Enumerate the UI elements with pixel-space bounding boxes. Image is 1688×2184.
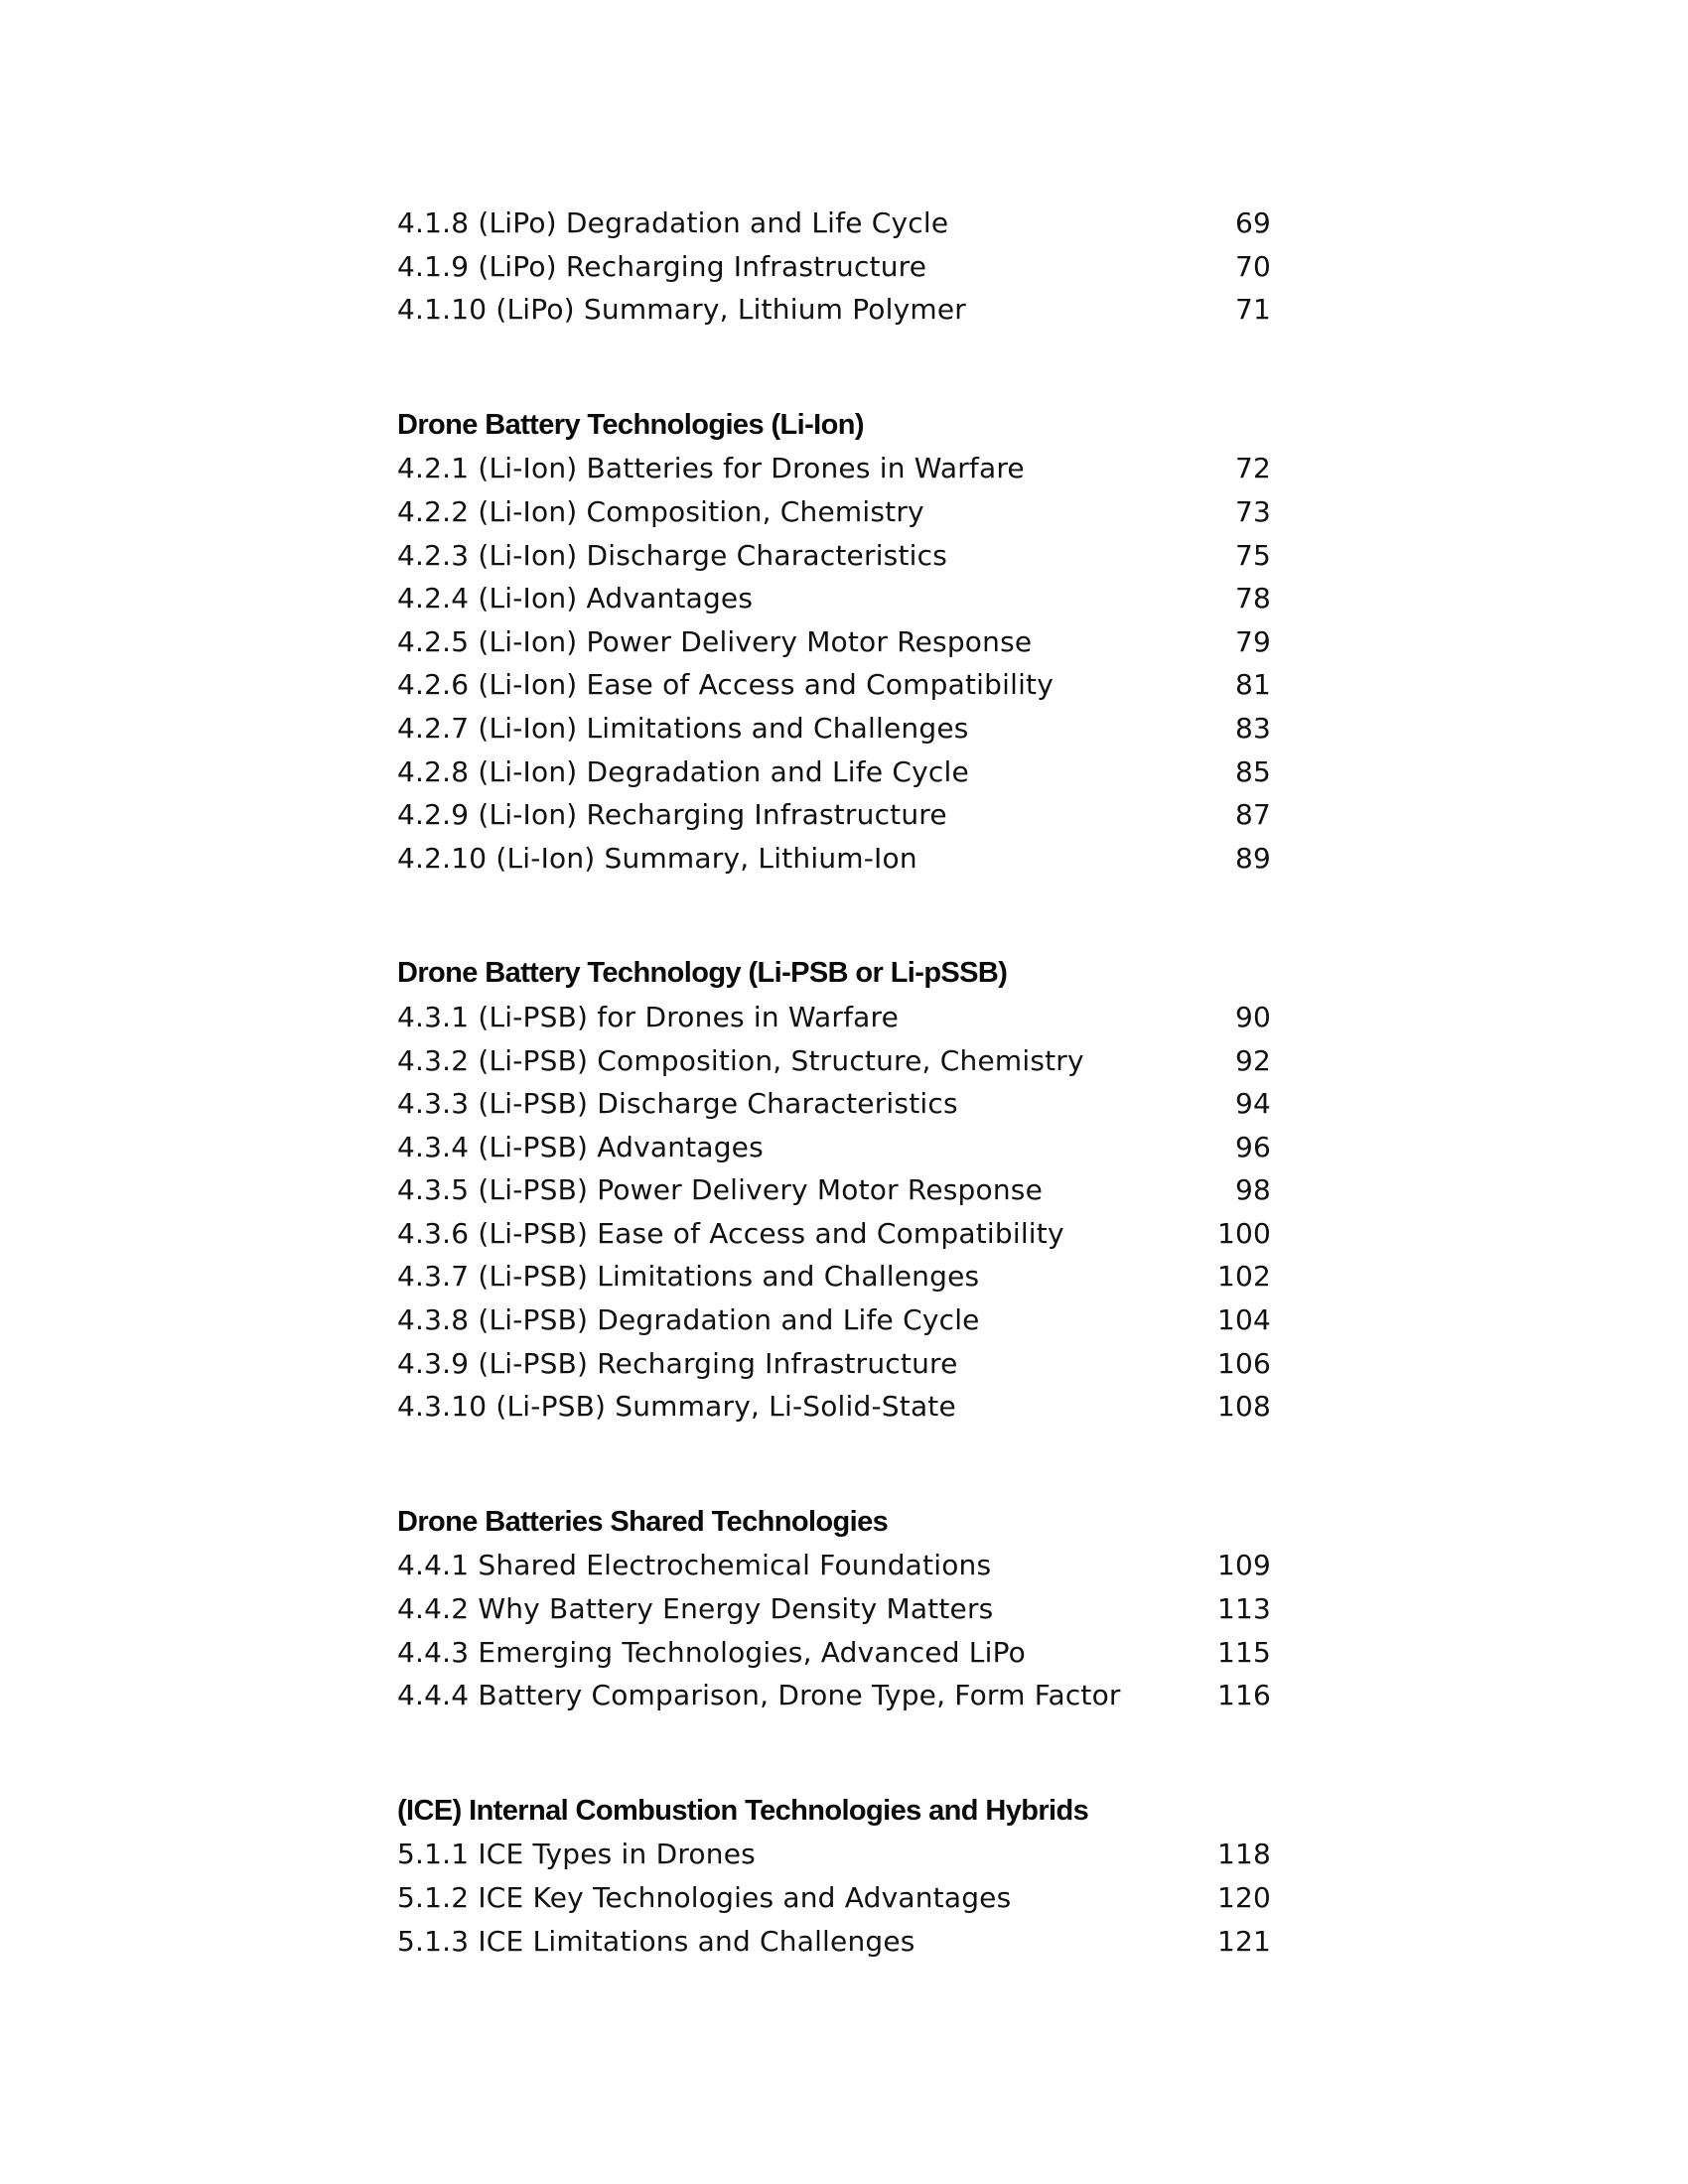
toc-entry-page: 78 [1234,582,1271,615]
toc-entry-page: 116 [1216,1679,1271,1712]
toc-section-li-ion [397,404,1271,881]
toc-entry-page: 96 [1234,1130,1271,1163]
toc-section-shared-technologies [397,1501,1271,1717]
toc-entry[interactable] [397,1920,1271,1964]
section-heading: Drone Battery Technologies (Li-Ion) [397,408,864,441]
toc-entry-title: 5.1.2 ICE Key Technologies and Advantages [397,1881,1012,1914]
toc-entry-page: 79 [1234,624,1271,658]
toc-entry[interactable] [397,1833,1271,1876]
toc-entry-title: 4.2.8 (Li-Ion) Degradation and Life Cycle [397,754,969,788]
section-heading: Drone Battery Technology (Li-PSB or Li-pSSB) [397,957,1008,990]
toc-entry-title: 4.4.3 Emerging Technologies, Advanced LiPo [397,1635,1026,1669]
toc-entry-page: 89 [1234,841,1271,875]
toc-section-ice [397,1790,1271,1963]
toc-entry-title: 4.1.10 (LiPo) Summary, Lithium Polymer [397,293,967,327]
toc-entry-title: 4.2.9 (Li-Ion) Recharging Infrastructure [397,798,947,832]
toc-entry[interactable] [397,1082,1271,1126]
toc-entry[interactable] [397,1212,1271,1256]
toc-entry[interactable] [397,288,1271,332]
toc-entry-title: 5.1.1 ICE Types in Drones [397,1838,756,1871]
toc-entry-title: 4.1.8 (LiPo) Degradation and Life Cycle [397,206,949,239]
toc-entry-title: 4.2.3 (Li-Ion) Discharge Characteristics [397,538,947,572]
toc-entry-title: 4.4.2 Why Battery Energy Density Matters [397,1592,994,1626]
toc-entry[interactable] [397,1587,1271,1631]
toc-entry-title: 4.3.8 (Li-PSB) Degradation and Life Cycle [397,1303,980,1337]
toc-entry[interactable] [397,1342,1271,1386]
toc-entry[interactable] [397,202,1271,245]
toc-entry-title: 4.1.9 (LiPo) Recharging Infrastructure [397,249,927,283]
table-of-contents [397,202,1271,1963]
toc-entry-page: 106 [1216,1346,1271,1380]
toc-entry-page: 72 [1234,452,1271,485]
toc-entry[interactable] [397,1126,1271,1169]
toc-entry-page: 92 [1234,1043,1271,1077]
toc-entry[interactable] [397,1039,1271,1083]
toc-entry-page: 102 [1216,1260,1271,1294]
toc-entry-title: 4.3.6 (Li-PSB) Ease of Access and Compatibility [397,1216,1064,1250]
toc-entry-page: 100 [1216,1216,1271,1250]
toc-entry[interactable] [397,577,1271,620]
toc-entry-title: 4.3.7 (Li-PSB) Limitations and Challenges [397,1260,980,1294]
toc-entry-title: 4.3.5 (Li-PSB) Power Delivery Motor Response [397,1173,1044,1207]
toc-entry-title: 4.3.2 (Li-PSB) Composition, Structure, Chemistry [397,1043,1084,1077]
toc-entry[interactable] [397,1298,1271,1342]
toc-entry[interactable] [397,663,1271,707]
toc-entry[interactable] [397,1876,1271,1920]
toc-entry[interactable] [397,1544,1271,1587]
toc-entry-page: 98 [1234,1173,1271,1207]
toc-entry-title: 4.3.4 (Li-PSB) Advantages [397,1130,764,1163]
toc-entry[interactable] [397,447,1271,490]
toc-entry[interactable] [397,837,1271,881]
toc-entry-page: 70 [1234,249,1271,283]
toc-entry-page: 85 [1234,754,1271,788]
toc-entry[interactable] [397,996,1271,1039]
toc-entry-title: 4.4.1 Shared Electrochemical Foundations [397,1549,992,1582]
toc-section-li-psb [397,952,1271,1429]
toc-entry-page: 104 [1216,1303,1271,1337]
toc-entry[interactable] [397,793,1271,837]
toc-entry-page: 83 [1234,711,1271,745]
toc-entry-page: 118 [1216,1838,1271,1871]
section-heading: (ICE) Internal Combustion Technologies and Hybrids [397,1794,1089,1827]
toc-entry-title: 4.2.6 (Li-Ion) Ease of Access and Compatibility [397,668,1055,702]
toc-entry-title: 4.2.1 (Li-Ion) Batteries for Drones in Warfare [397,452,1025,485]
toc-entry-title: 4.2.7 (Li-Ion) Limitations and Challenges [397,711,969,745]
toc-entry[interactable] [397,751,1271,794]
toc-entry-page: 115 [1216,1635,1271,1669]
toc-entry[interactable] [397,620,1271,664]
toc-entry-title: 4.2.2 (Li-Ion) Composition, Chemistry [397,494,924,528]
toc-entry-page: 120 [1216,1881,1271,1914]
toc-entry-title: 4.3.9 (Li-PSB) Recharging Infrastructure [397,1346,958,1380]
toc-entry-page: 73 [1234,494,1271,528]
toc-section-lipo-continued [397,202,1271,332]
toc-entry[interactable] [397,534,1271,578]
toc-entry-title: 4.4.4 Battery Comparison, Drone Type, Form Factor [397,1679,1121,1712]
toc-entry-page: 90 [1234,1000,1271,1033]
toc-entry[interactable] [397,490,1271,534]
toc-entry-page: 94 [1234,1087,1271,1121]
toc-entry-page: 87 [1234,798,1271,832]
toc-entry-page: 121 [1216,1924,1271,1958]
toc-entry-title: 4.2.10 (Li-Ion) Summary, Lithium-Ion [397,841,917,875]
toc-entry[interactable] [397,1674,1271,1717]
toc-entry[interactable] [397,245,1271,289]
toc-entry-page: 108 [1216,1390,1271,1424]
toc-entry-title: 4.3.3 (Li-PSB) Discharge Characteristics [397,1087,958,1121]
toc-entry-page: 71 [1234,293,1271,327]
section-heading: Drone Batteries Shared Technologies [397,1505,889,1538]
toc-entry[interactable] [397,1631,1271,1675]
toc-entry-title: 4.3.1 (Li-PSB) for Drones in Warfare [397,1000,900,1033]
toc-entry[interactable] [397,1168,1271,1212]
toc-entry-title: 4.3.10 (Li-PSB) Summary, Li-Solid-State [397,1390,956,1424]
toc-entry-title: 4.2.4 (Li-Ion) Advantages [397,582,754,615]
toc-entry-page: 109 [1216,1549,1271,1582]
toc-entry[interactable] [397,1255,1271,1298]
toc-entry-page: 81 [1234,668,1271,702]
toc-entry-title: 4.2.5 (Li-Ion) Power Delivery Motor Response [397,624,1033,658]
toc-entry[interactable] [397,1385,1271,1429]
toc-entry-page: 69 [1234,206,1271,239]
toc-entry-page: 113 [1216,1592,1271,1626]
toc-entry[interactable] [397,707,1271,751]
toc-entry-title: 5.1.3 ICE Limitations and Challenges [397,1924,915,1958]
toc-entry-page: 75 [1234,538,1271,572]
